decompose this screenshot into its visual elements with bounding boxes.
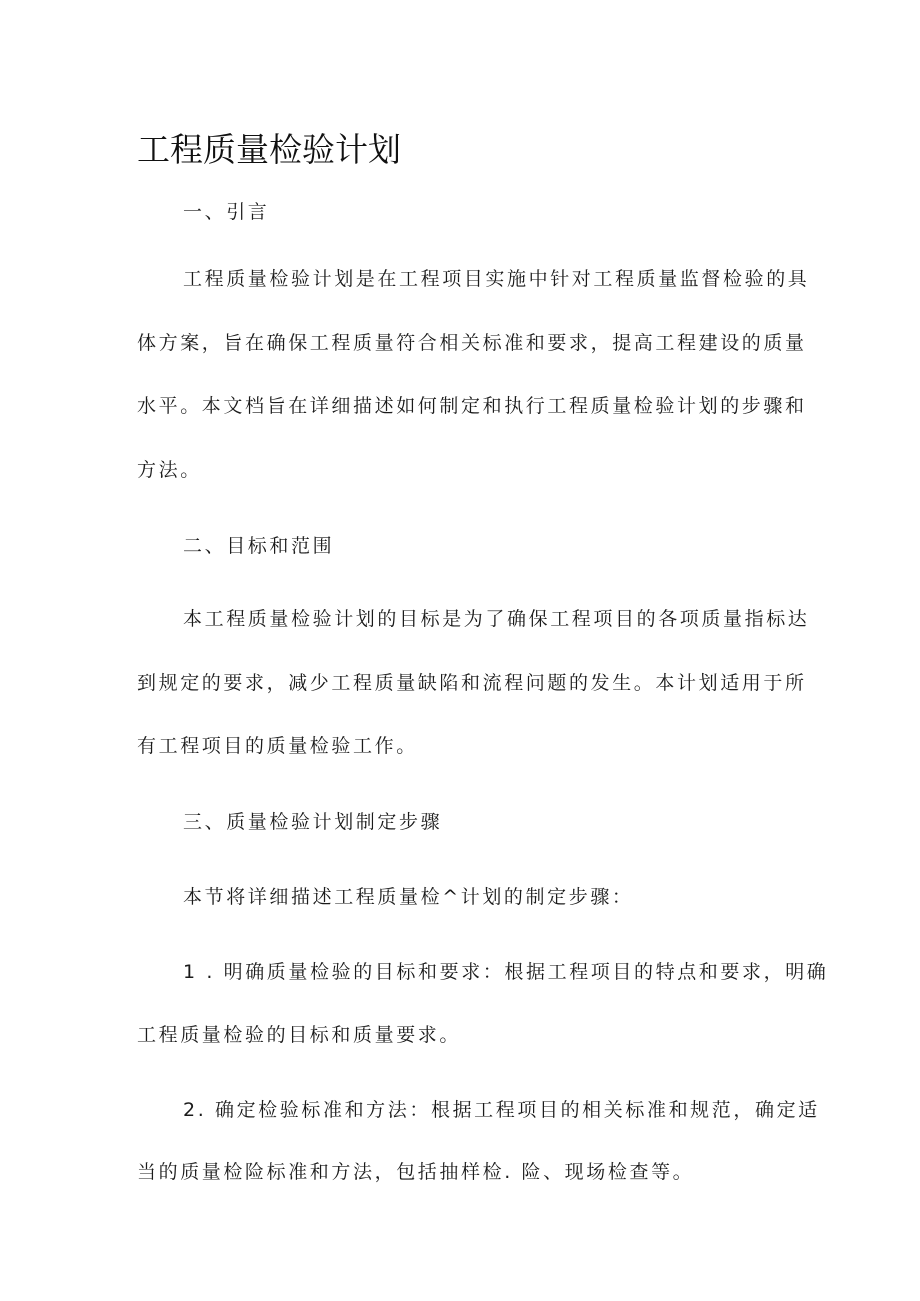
paragraph-line: 工程质量检验计划是在工程项目实施中针对工程质量监督检验的具: [183, 268, 810, 290]
list-item-line: 工程质量检验的目标和质量要求。: [137, 1024, 462, 1046]
list-item-line: 1 . 明确质量检验的目标和要求：根据工程项目的特点和要求，明确: [183, 961, 829, 983]
paragraph-line: 体方案，旨在确保工程质量符合相关标准和要求，提高工程建设的质量: [137, 332, 807, 354]
list-item-line: 2. 确定检验标准和方法：根据工程项目的相关标准和规范，确定适: [183, 1099, 820, 1121]
section-heading-steps: 三、质量检验计划制定步骤: [183, 811, 443, 833]
paragraph-line: 本工程质量检验计划的目标是为了确保工程项目的各项质量指标达: [183, 608, 810, 630]
document-title: 工程质量检验计划: [137, 130, 401, 169]
paragraph-line: 方法。: [137, 459, 202, 481]
paragraph-line: 本节将详细描述工程质量检^计划的制定步骤：: [183, 886, 634, 908]
paragraph-line: 水平。本文档旨在详细描述如何制定和执行工程质量检验计划的步骤和: [137, 395, 807, 417]
paragraph-line: 有工程项目的质量检验工作。: [137, 735, 418, 757]
section-heading-goal: 二、目标和范围: [183, 535, 335, 557]
section-heading-intro: 一、引言: [183, 201, 270, 223]
list-item-line: 当的质量检险标准和方法，包括抽样检. 险、现场检查等。: [137, 1161, 695, 1183]
paragraph-line: 到规定的要求，减少工程质量缺陷和流程问题的发生。本计划适用于所: [137, 672, 807, 694]
